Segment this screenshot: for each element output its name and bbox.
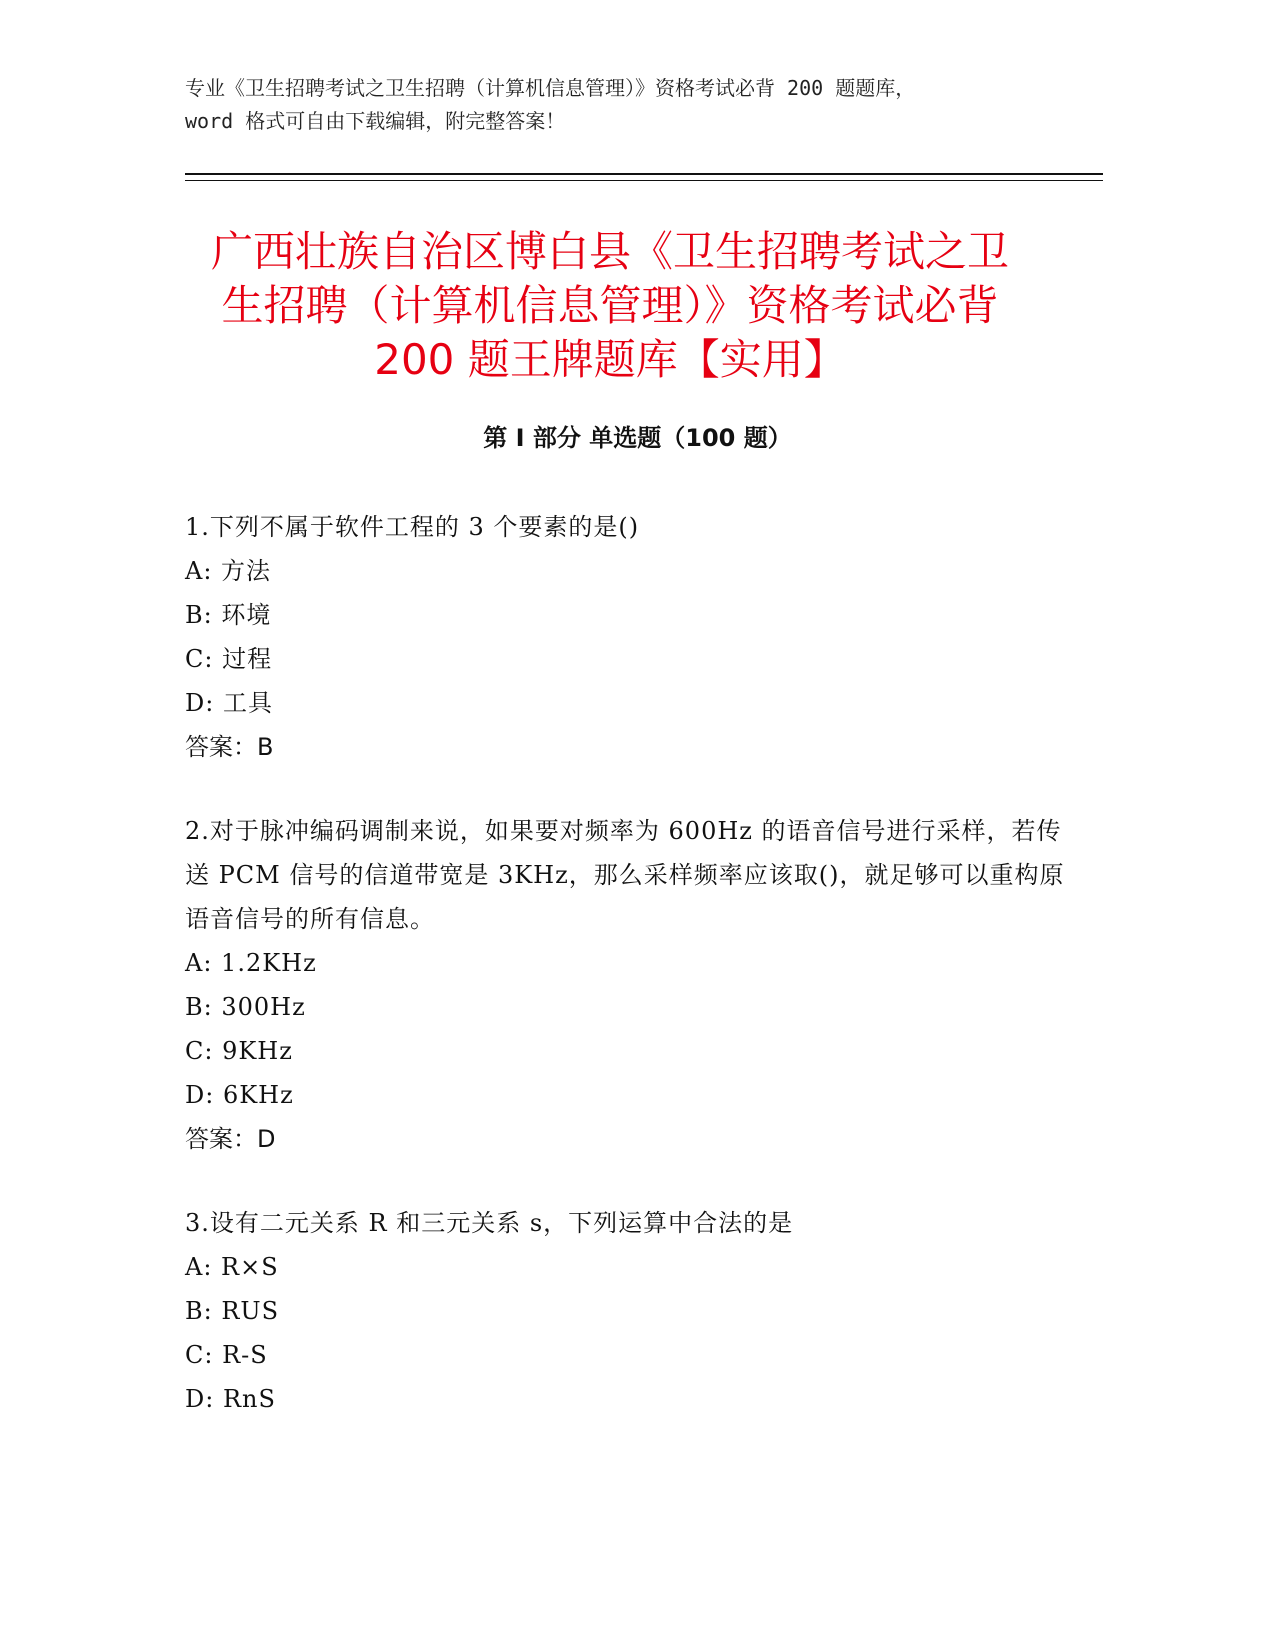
document-title xyxy=(150,225,1070,387)
option-c: C: 9KHz xyxy=(185,1037,293,1065)
title-line-1: 广西壮族自治区博白县《卫生招聘考试之卫 xyxy=(210,227,1009,276)
option-c: C: R-S xyxy=(185,1341,268,1369)
title-line-2: 生招聘（计算机信息管理）》资格考试必背 xyxy=(221,281,999,330)
option-b: B: 300Hz xyxy=(185,993,306,1021)
question-2 xyxy=(185,809,1065,1161)
option-d: D: 工具 xyxy=(185,689,273,717)
question-list xyxy=(185,505,1065,1461)
section-heading: 第 I 部分 单选题（100 题） xyxy=(483,424,792,452)
option-d: D: 6KHz xyxy=(185,1081,294,1109)
header-note-line-1: 专业《卫生招聘考试之卫生招聘（计算机信息管理）》资格考试必背 200 题题库， xyxy=(185,76,916,100)
question-stem: 3.设有二元关系 R 和三元关系 s，下列运算中合法的是 xyxy=(185,1209,794,1237)
option-b: B: RUS xyxy=(185,1297,280,1325)
question-3 xyxy=(185,1201,1065,1421)
answer-line: 答案：B xyxy=(185,733,274,761)
header-note-line-2: word 格式可自由下载编辑，附完整答案！ xyxy=(185,109,566,133)
header-note xyxy=(185,72,1105,138)
option-a: A: R×S xyxy=(185,1253,279,1281)
option-d: D: RnS xyxy=(185,1385,276,1413)
header-rule-thin xyxy=(185,180,1103,181)
option-a: A: 1.2KHz xyxy=(185,949,317,977)
option-a: A: 方法 xyxy=(185,557,272,585)
question-stem: 1.下列不属于软件工程的 3 个要素的是() xyxy=(185,513,640,541)
option-c: C: 过程 xyxy=(185,645,273,673)
option-b: B: 环境 xyxy=(185,601,272,629)
question-stem: 2.对于脉冲编码调制来说，如果要对频率为 600Hz 的语音信号进行采样，若传送 PCM 信号的信道带宽是 3KHz，那么采样频率应该取()，就足够可以重构原语音信号的所有信息。 xyxy=(185,817,1065,933)
header-rule-thick xyxy=(185,173,1103,175)
title-line-3: 200 题王牌题库【实用】 xyxy=(374,335,846,384)
question-1 xyxy=(185,505,1065,769)
answer-line: 答案：D xyxy=(185,1125,276,1153)
